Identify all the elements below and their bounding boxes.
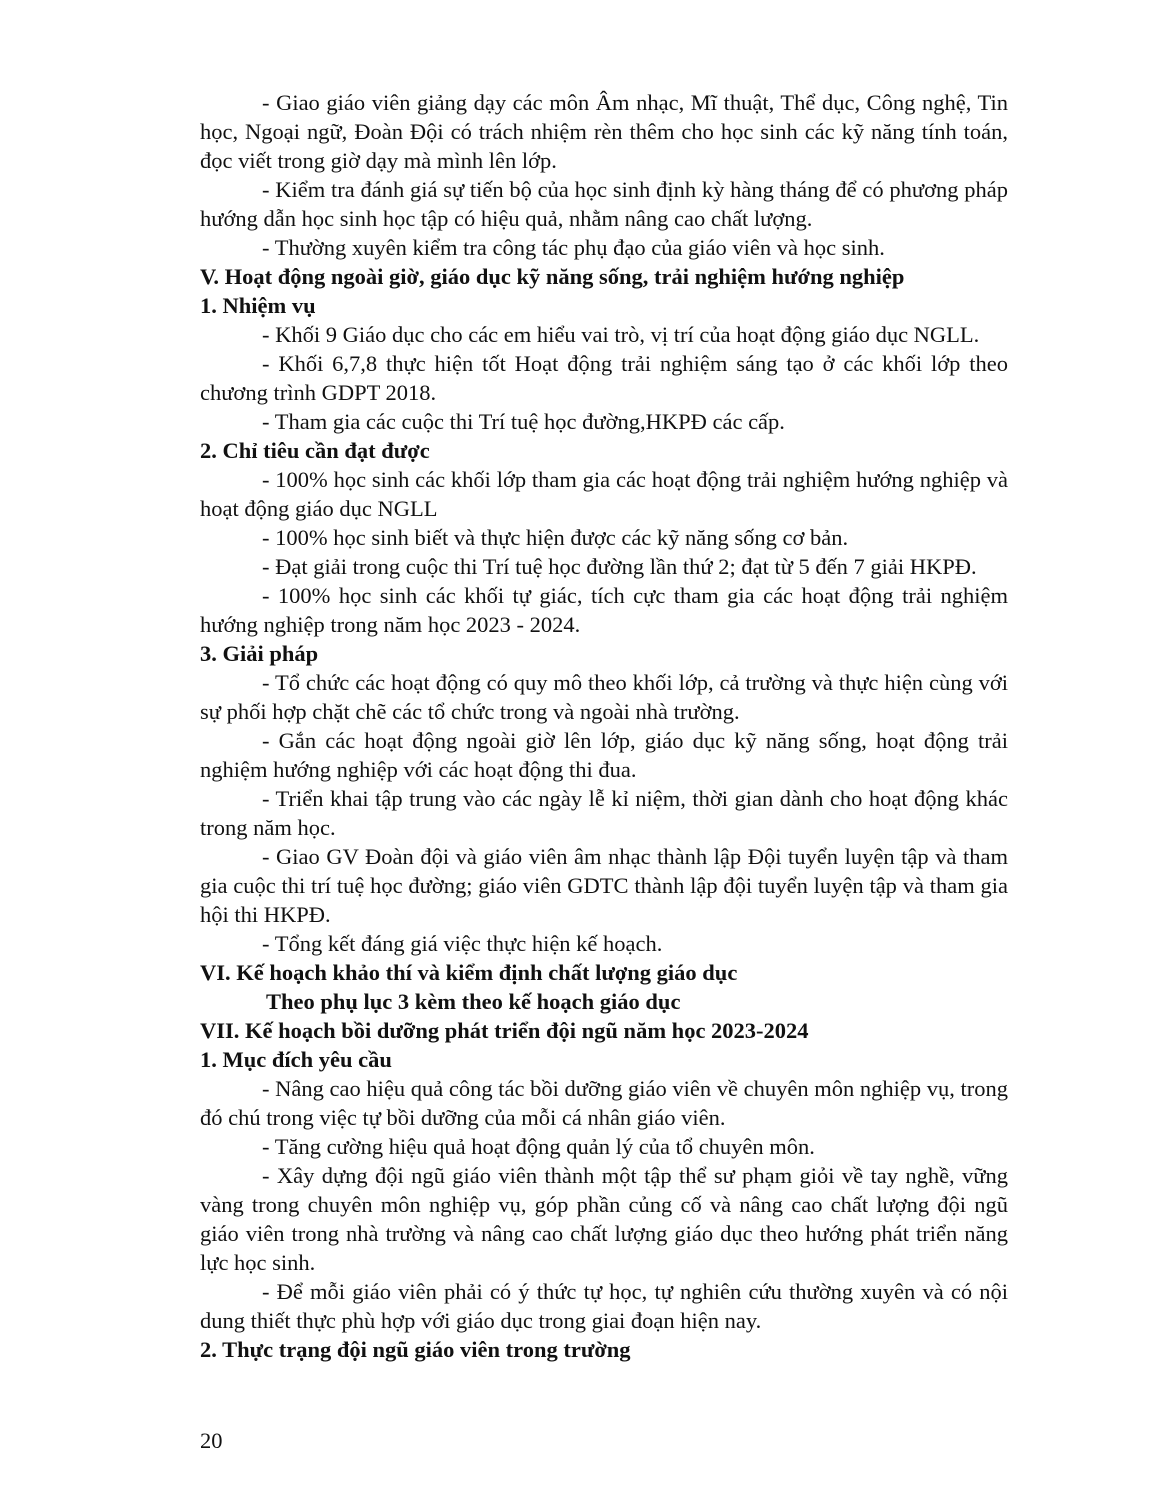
paragraph-grade-6-8: - Khối 6,7,8 thực hiện tốt Hoạt động trải nghiệm sáng tạo ở các khối lớp theo chương trình GDPT 2018. [200,351,1008,405]
page-number: 20 [200,1428,223,1453]
heading-appendix-3: Theo phụ lục 3 kèm theo kế hoạch giáo dục [266,989,681,1014]
heading-tasks: 1. Nhiệm vụ [200,293,316,318]
paragraph-progress-check: - Kiểm tra đánh giá sự tiến bộ của học sinh định kỳ hàng tháng để có phương pháp hướng dẫn học sinh học tập có hiệu quả, nhằm nâng cao chất lượng. [200,177,1008,231]
paragraph-target-awards: - Đạt giải trong cuộc thi Trí tuệ học đường lần thứ 2; đạt từ 5 đến 7 giải HKPĐ. [262,554,977,579]
paragraph-review: - Tổng kết đáng giá việc thực hiện kế hoạch. [262,931,663,956]
paragraph-grade-9: - Khối 9 Giáo dục cho các em hiểu vai trò, vị trí của hoạt động giáo dục NGLL. [262,322,980,347]
paragraph-build-staff: - Xây dựng đội ngũ giáo viên thành một tập thể sư phạm giỏi về tay nghề, vững vàng trong chuyên môn nghiệp vụ, góp phần củng cố và nâng cao chất lượng đội ngũ giáo viên trong nhà trường và nâng cao chất lượng giáo dục theo hướng phát triển năng lực học sinh. [200,1163,1008,1275]
paragraph-organize-activities: - Tổ chức các hoạt động có quy mô theo khối lớp, cả trường và thực hiện cùng với sự phối hợp chặt chẽ các tổ chức trong và ngoài nhà trường. [200,670,1008,724]
paragraph-management: - Tăng cường hiệu quả hoạt động quản lý của tổ chuyên môn. [262,1134,815,1159]
paragraph-target-participation: - 100% học sinh các khối lớp tham gia các hoạt động trải nghiệm hướng nghiệp và hoạt động giáo dục NGLL [200,467,1008,521]
paragraph-link-activities: - Gắn các hoạt động ngoài giờ lên lớp, giáo dục kỹ năng sống, hoạt động trải nghiệm hướng nghiệp với các hoạt động thi đua. [200,728,1008,782]
heading-solutions: 3. Giải pháp [200,641,319,666]
paragraph-holidays: - Triển khai tập trung vào các ngày lễ kỉ niệm, thời gian dành cho hoạt động khác trong năm học. [200,786,1008,840]
paragraph-improve-training: - Nâng cao hiệu quả công tác bồi dưỡng giáo viên về chuyên môn nghiệp vụ, trong đó chú trong việc tự bồi dưỡng của mỗi cá nhân giáo viên. [200,1076,1008,1130]
paragraph-contests: - Tham gia các cuộc thi Trí tuệ học đường,HKPĐ các cấp. [262,409,785,434]
paragraph-assign-teachers: - Giao giáo viên giảng dạy các môn Âm nhạc, Mĩ thuật, Thể dục, Công nghệ, Tin học, Ngoại ngữ, Đoàn Đội có trách nhiệm rèn thêm cho học sinh các kỹ năng tính toán, đọc viết trong giờ dạy mà mình lên lớp. [200,90,1008,173]
heading-section-v: V. Hoạt động ngoài giờ, giáo dục kỹ năng sống, trải nghiệm hướng nghiệp [200,264,905,289]
heading-purpose: 1. Mục đích yêu cầu [200,1047,392,1072]
paragraph-tutoring-check: - Thường xuyên kiểm tra công tác phụ đạo của giáo viên và học sinh. [262,235,885,260]
heading-targets: 2. Chỉ tiêu cần đạt được [200,438,430,463]
paragraph-self-study: - Để mỗi giáo viên phải có ý thức tự học, tự nghiên cứu thường xuyên và có nội dung thiết thực phù hợp với giáo dục trong giai đoạn hiện nay. [200,1279,1008,1333]
paragraph-target-self-discipline: - 100% học sinh các khối tự giác, tích cực tham gia các hoạt động trải nghiệm hướng nghiệp trong năm học 2023 - 2024. [200,583,1008,637]
paragraph-target-life-skills: - 100% học sinh biết và thực hiện được các kỹ năng sống cơ bản. [262,525,849,550]
heading-staff-status: 2. Thực trạng đội ngũ giáo viên trong trường [200,1337,631,1362]
heading-section-vi: VI. Kế hoạch khảo thí và kiểm định chất lượng giáo dục [200,960,738,985]
page-body [200,88,1008,1364]
paragraph-teams: - Giao GV Đoàn đội và giáo viên âm nhạc thành lập Đội tuyển luyện tập và tham gia cuộc thi trí tuệ học đường; giáo viên GDTC thành lập đội tuyển luyện tập và tham gia hội thi HKPĐ. [200,844,1008,927]
heading-section-vii: VII. Kế hoạch bồi dưỡng phát triển đội ngũ năm học 2023-2024 [200,1018,809,1043]
